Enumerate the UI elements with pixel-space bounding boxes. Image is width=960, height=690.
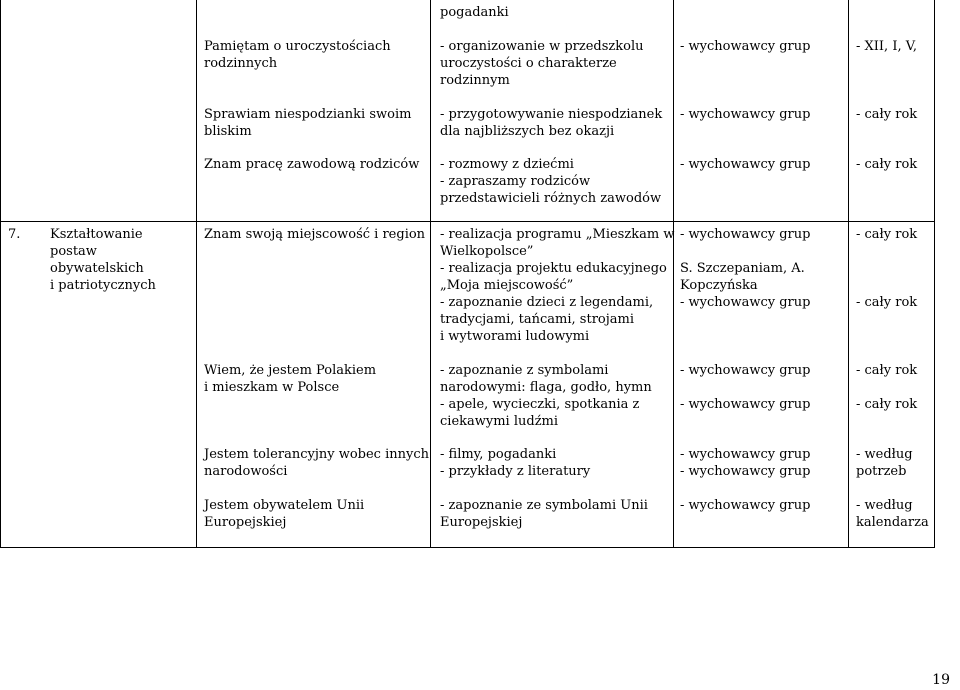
cell-line: rodzinnym [440,73,510,88]
cell-line: obywatelskich [50,261,144,276]
activities-cell [440,446,590,480]
cell-line: - wychowawcy grup [680,397,811,412]
cell-line: - filmy, pogadanki [440,447,557,462]
responsible-cell [680,362,810,413]
cell-line: - wychowawcy grup [680,498,811,513]
cell-line: rodzinnych [204,56,278,71]
timing-cell [856,226,917,311]
cell-line: Znam swoją miejscowość i region [204,227,426,242]
table-border [196,0,197,548]
cell-line: - przygotowywanie niespodzianek [440,107,663,122]
table-border [0,221,935,222]
cell-line: - przykłady z literatury [440,464,591,479]
cell-line: - wychowawcy grup [680,227,811,242]
cell-line: Europejskiej [204,515,287,530]
topic-cell [204,38,391,72]
cell-line: Kształtowanie [50,227,143,242]
responsible-cell [680,497,810,514]
cell-line: uroczystości o charakterze [440,56,617,71]
cell-line: Kopczyńska [680,278,758,293]
cell-line: - realizacja programu „Mieszkam w [440,227,675,242]
table-border [0,547,935,548]
table-border [430,0,431,548]
cell-line: - według [856,498,913,513]
timing-cell [856,446,913,480]
cell-line: - zapraszamy rodziców [440,174,591,189]
cell-line: - wychowawcy grup [680,39,811,54]
cell-line: - cały rok [856,227,918,242]
activities-cell [440,156,661,207]
cell-line: - cały rok [856,397,918,412]
cell-line: i patriotycznych [50,278,156,293]
activities-cell [440,106,662,140]
section-title [50,226,156,294]
cell-line: - cały rok [856,157,918,172]
cell-line: dla najbliższych bez okazji [440,124,615,139]
responsible-cell [680,156,810,173]
section-number: 7. [8,227,21,242]
topic-cell [204,156,419,173]
timing-cell [856,497,929,531]
cell-line: narodowości [204,464,288,479]
topic-cell [204,106,411,140]
cell-line [680,379,810,396]
cell-line: - cały rok [856,363,918,378]
cell-line: narodowymi: flaga, godło, hymn [440,380,652,395]
topic-cell [204,226,425,243]
cell-line: - wychowawcy grup [680,107,811,122]
cell-line: - zapoznanie dzieci z legendami, [440,295,654,310]
cell-line: i wytworami ludowymi [440,329,590,344]
cell-line: tradycjami, tańcami, strojami [440,312,634,327]
topic-cell [204,362,376,396]
cell-line: Europejskiej [440,515,523,530]
activity-text: pogadanki [440,5,509,20]
cell-line: Jestem tolerancyjny wobec innych [204,447,429,462]
cell-line: - apele, wycieczki, spotkania z [440,397,640,412]
cell-line: - wychowawcy grup [680,464,811,479]
cell-line: - cały rok [856,107,918,122]
cell-line: Znam pracę zawodową rodziców [204,157,420,172]
table-border [0,0,1,548]
cell-line [680,243,810,260]
cell-line: Wielkopolsce” [440,244,534,259]
cell-line: Sprawiam niespodzianki swoim [204,107,412,122]
cell-line: - rozmowy z dziećmi [440,157,574,172]
cell-line: - wychowawcy grup [680,363,811,378]
cell-line: postaw [50,244,97,259]
cell-line: przedstawicieli różnych zawodów [440,191,662,206]
timing-cell [856,106,917,123]
cell-line: Pamiętam o uroczystościach [204,39,391,54]
cell-line: kalendarza [856,515,929,530]
activities-cell [440,497,648,531]
activities-cell [440,38,644,89]
responsible-cell [680,38,810,55]
topic-cell [204,497,364,531]
cell-line: - organizowanie w przedszkolu [440,39,644,54]
cell-line: Wiem, że jestem Polakiem [204,363,377,378]
timing-cell [856,362,917,413]
cell-line: ciekawymi ludźmi [440,414,559,429]
cell-line: S. Szczepaniam, A. [680,261,805,276]
table-border [934,0,935,548]
page-number: 19 [932,672,950,688]
cell-line: bliskim [204,124,252,139]
responsible-cell [680,106,810,123]
responsible-cell [680,446,810,480]
cell-line: - zapoznanie ze symbolami Unii [440,498,648,513]
cell-line: - według [856,447,913,462]
cell-line: - realizacja projektu edukacyjnego [440,261,667,276]
cell-line: Jestem obywatelem Unii [204,498,365,513]
timing-cell [856,38,917,55]
cell-line: „Moja miejscowość” [440,278,574,293]
topic-cell [204,446,429,480]
cell-line [856,243,917,294]
cell-line: - zapoznanie z symbolami [440,363,609,378]
cell-line: i mieszkam w Polsce [204,380,340,395]
timing-cell [856,156,917,173]
responsible-cell [680,226,810,311]
cell-line: - wychowawcy grup [680,295,811,310]
cell-line: - cały rok [856,295,918,310]
cell-line: - XII, I, V, [856,39,917,54]
cell-line: potrzeb [856,464,907,479]
cell-line: - wychowawcy grup [680,157,811,172]
activities-cell [440,362,652,430]
activities-cell [440,226,674,345]
cell-line: - wychowawcy grup [680,447,811,462]
table-border [848,0,849,548]
cell-line [856,379,917,396]
